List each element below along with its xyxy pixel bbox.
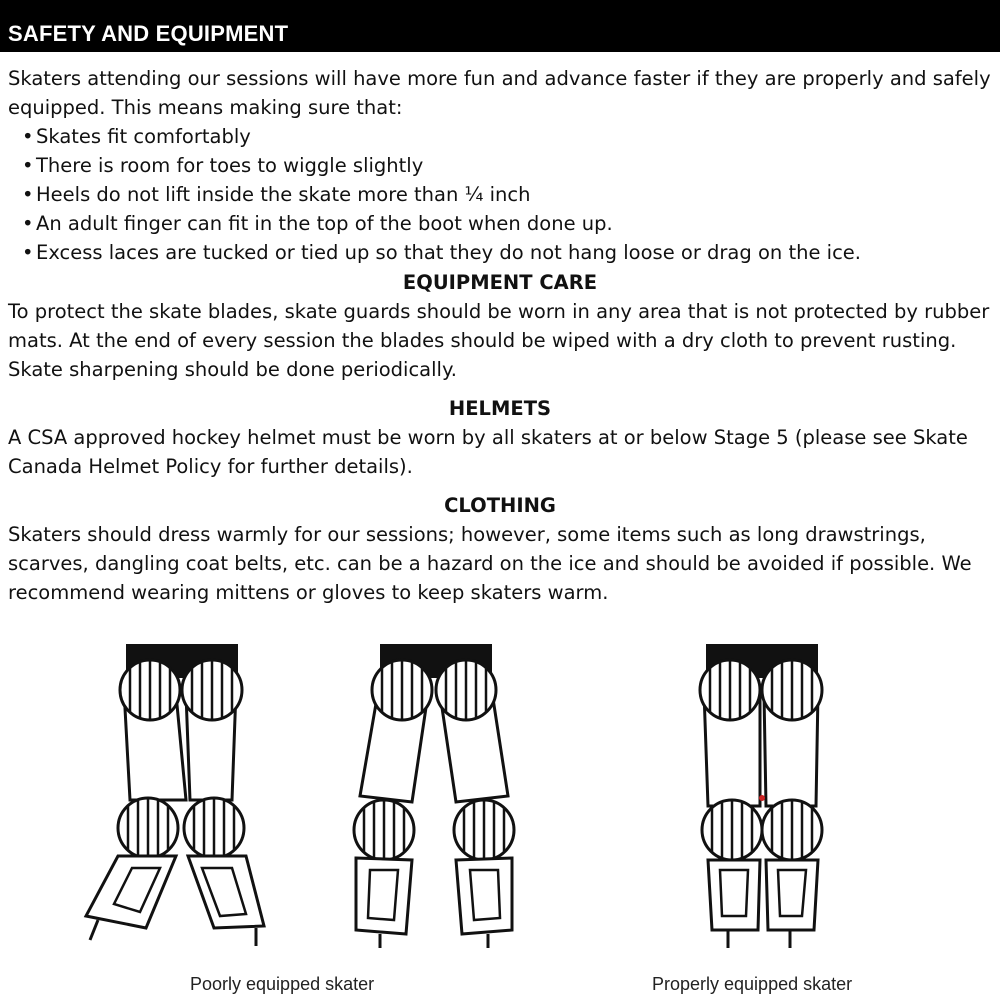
checklist-item-text: Excess laces are tucked or tied up so that they do not hang loose or drag on the ice. [36, 241, 861, 264]
bullet-icon: • [22, 125, 34, 148]
list-item [22, 209, 992, 238]
skater-illustrations [0, 630, 1000, 1000]
page-title: SAFETY AND EQUIPMENT [8, 21, 289, 46]
list-item [22, 122, 992, 151]
bullet-icon: • [22, 154, 34, 177]
helmets-paragraph: A CSA approved hockey helmet must be worn by all skaters at or below Stage 5 (please see Skate Canada Helmet Policy for further details). [8, 426, 968, 478]
list-item [22, 151, 992, 180]
equipment-care-heading: EQUIPMENT CARE [402, 271, 598, 294]
bullet-icon: • [22, 183, 34, 206]
checklist-item-text: An adult finger can fit in the top of the boot when done up. [36, 212, 613, 235]
document-body [8, 64, 992, 607]
equipment-checklist [8, 122, 992, 267]
skater-legs-illustration [0, 630, 1000, 970]
bullet-icon: • [22, 241, 34, 264]
helmets-heading: HELMETS [448, 397, 552, 420]
intro-paragraph: Skaters attending our sessions will have more fun and advance faster if they are properly and safely equipped. This means making sure that: [8, 67, 991, 119]
header-bar [0, 0, 1000, 52]
bullet-icon: • [22, 212, 34, 235]
checklist-item-text: Skates fit comfortably [36, 125, 251, 148]
list-item [22, 238, 992, 267]
clothing-paragraph: Skaters should dress warmly for our sessions; however, some items such as long drawstrings, scarves, dangling coat belts, etc. can be a hazard on the ice and should be avoided if possible. We recommend wearing mittens or gloves to keep skaters warm. [8, 523, 972, 604]
checklist-item-text: Heels do not lift inside the skate more than ¼ inch [36, 183, 531, 206]
checklist-item-text: There is room for toes to wiggle slightly [36, 154, 424, 177]
clothing-heading: CLOTHING [444, 494, 556, 517]
properly-equipped-caption: Properly equipped skater [652, 974, 853, 994]
equipment-care-paragraph: To protect the skate blades, skate guards should be worn in any area that is not protected by rubber mats. At the end of every session the blades should be wiped with a dry cloth to prevent rusting. Skate sharpening should be done periodically. [8, 300, 990, 381]
poorly-equipped-skater-figure [86, 644, 264, 946]
poorly-equipped-caption: Poorly equipped skater [190, 974, 375, 994]
list-item [22, 180, 992, 209]
properly-equipped-skater-figure [700, 644, 822, 948]
poorly-equipped-skater-figure-2 [354, 644, 514, 948]
